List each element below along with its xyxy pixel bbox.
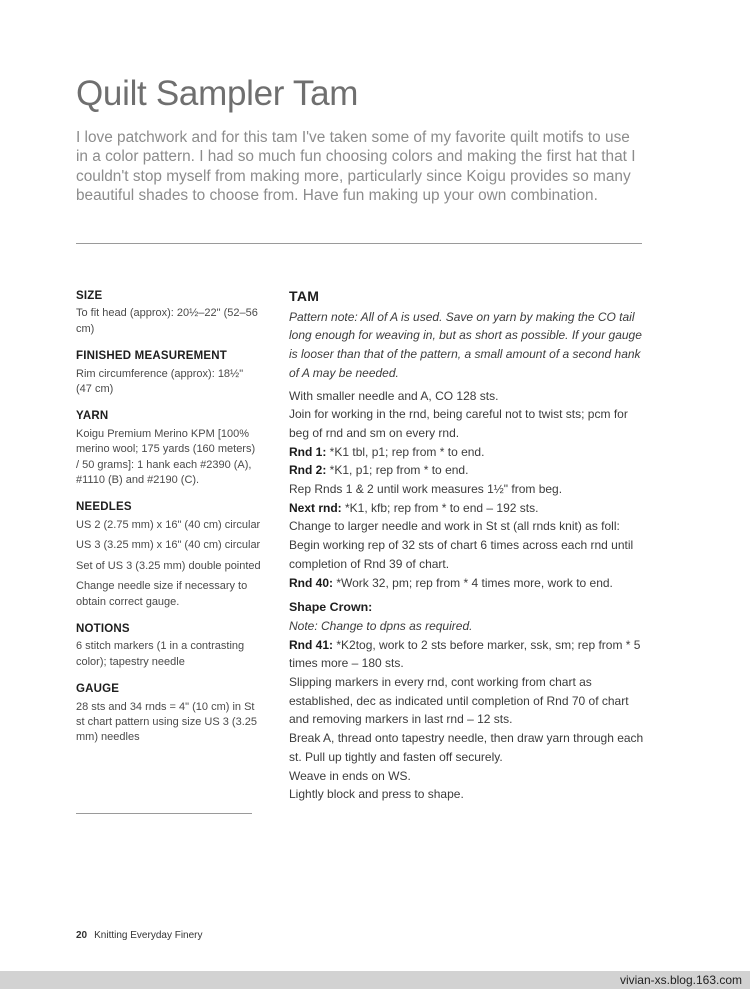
sidebar-divider — [76, 813, 252, 814]
pattern-steps — [289, 387, 649, 593]
instruction-step — [289, 517, 649, 573]
step-text: Change to larger needle and work in St st (all rnds knit) as foll: Begin working rep of 32 sts of chart 6 times across each rnd until completion of Rnd 39 of chart. — [289, 519, 634, 571]
step-text: Lightly block and press to shape. — [289, 787, 464, 802]
step-text: *K2tog, work to 2 sts before marker, ssk, sm; rep from * 5 times more – 180 sts. — [289, 637, 641, 671]
yarn-heading: YARN — [76, 410, 109, 423]
tam-heading: TAM — [289, 288, 320, 304]
step-text: Slipping markers in every rnd, cont working from chart as established, dec as indicated until completion of Rnd 70 of chart and removing markers in last rnd – 12 sts. — [289, 675, 629, 727]
needle-item: US 2 (2.75 mm) x 16" (40 cm) circular — [76, 518, 261, 531]
gauge-text: 28 sts and 34 rnds = 4" (10 cm) in St st chart pattern using size US 3 (3.25 mm) needles — [76, 700, 257, 744]
crown-steps — [289, 636, 649, 804]
step-text: *K1, p1; rep from * to end. — [326, 463, 469, 478]
pattern-note: Pattern note: All of A is used. Save on yarn by making the CO tail long enough for weaving in, but as short as possible. If your gauge is looser than that of the pattern, a small amount of a second hank of A may be needed. — [289, 309, 642, 380]
instruction-step — [289, 729, 649, 766]
notions-heading: NOTIONS — [76, 622, 130, 635]
instruction-step — [289, 461, 649, 480]
page-number: 20 — [76, 930, 88, 941]
notions-text: 6 stitch markers (1 in a contrasting color); tapestry needle — [76, 640, 245, 668]
instruction-step — [289, 767, 649, 786]
top-divider — [76, 243, 642, 244]
needle-item: US 3 (3.25 mm) x 16" (40 cm) circular — [76, 539, 261, 552]
finished-text: Rim circumference (approx): 18½" (47 cm) — [76, 367, 244, 396]
needle-item: Set of US 3 (3.25 mm) double pointed — [76, 559, 261, 572]
instruction-step — [289, 673, 649, 729]
needle-item: Change needle size if necessary to obtain correct gauge. — [76, 580, 248, 608]
finished-measurement-section — [76, 349, 261, 397]
round-label: Rnd 2: — [289, 463, 327, 478]
step-text: *K1 tbl, p1; rep from * to end. — [326, 444, 485, 459]
size-section — [76, 289, 261, 337]
book-title: Knitting Everyday Finery — [94, 930, 203, 941]
round-label: Next rnd: — [289, 500, 342, 515]
specs-sidebar — [76, 289, 261, 758]
intro-paragraph: I love patchwork and for this tam I've taken some of my favorite quilt motifs to use in a color pattern. I had so much fun choosing colors and making the first hat that I couldn't stop myself from making more, particularly since Koigu provides so many beautiful shades to choose from. Have fun making up your own combination. — [76, 129, 636, 205]
instruction-step — [289, 574, 649, 593]
round-label: Rnd 40: — [289, 575, 334, 590]
yarn-section — [76, 409, 261, 488]
page-title: Quilt Sampler Tam — [76, 74, 359, 113]
step-text: Break A, thread onto tapestry needle, then draw yarn through each st. Pull up tightly and fasten off securely. — [289, 731, 644, 764]
step-text: *Work 32, pm; rep from * 4 times more, work to end. — [333, 575, 613, 590]
instruction-step — [289, 480, 649, 499]
step-text: Weave in ends on WS. — [289, 768, 411, 783]
step-text: Join for working in the rnd, being careful not to twist sts; pcm for beg of rnd and sm on every rnd. — [289, 407, 628, 440]
instruction-step — [289, 387, 649, 406]
instruction-step — [289, 499, 649, 518]
gauge-heading: GAUGE — [76, 683, 120, 696]
notions-section — [76, 622, 261, 670]
crown-note: Note: Change to dpns as required. — [289, 618, 473, 633]
needles-section — [76, 500, 261, 609]
round-label: Rnd 1: — [289, 444, 327, 459]
gauge-section — [76, 682, 261, 746]
instruction-step — [289, 785, 649, 804]
instruction-step — [289, 405, 649, 442]
shape-crown-heading: Shape Crown: — [289, 600, 373, 615]
pattern-instructions — [289, 287, 649, 804]
page-footer — [76, 930, 203, 941]
instruction-step — [289, 443, 649, 462]
yarn-text: Koigu Premium Merino KPM [100% merino wool; 175 yards (160 meters) / 50 grams]: 1 hank each #2390 (A), #1110 (B) and #2190 (C). — [76, 427, 256, 487]
round-label: Rnd 41: — [289, 637, 334, 652]
watermark: vivian-xs.blog.163.com — [619, 973, 742, 987]
instruction-step — [289, 636, 649, 673]
size-text: To fit head (approx): 20½–22" (52–56 cm) — [76, 307, 258, 335]
finished-heading: FINISHED MEASUREMENT — [76, 350, 227, 363]
step-text: Rep Rnds 1 & 2 until work measures 1½" from beg. — [289, 482, 563, 497]
needles-heading: NEEDLES — [76, 501, 132, 514]
size-heading: SIZE — [76, 290, 103, 302]
step-text: With smaller needle and A, CO 128 sts. — [289, 388, 499, 403]
step-text: *K1, kfb; rep from * to end – 192 sts. — [341, 500, 539, 515]
